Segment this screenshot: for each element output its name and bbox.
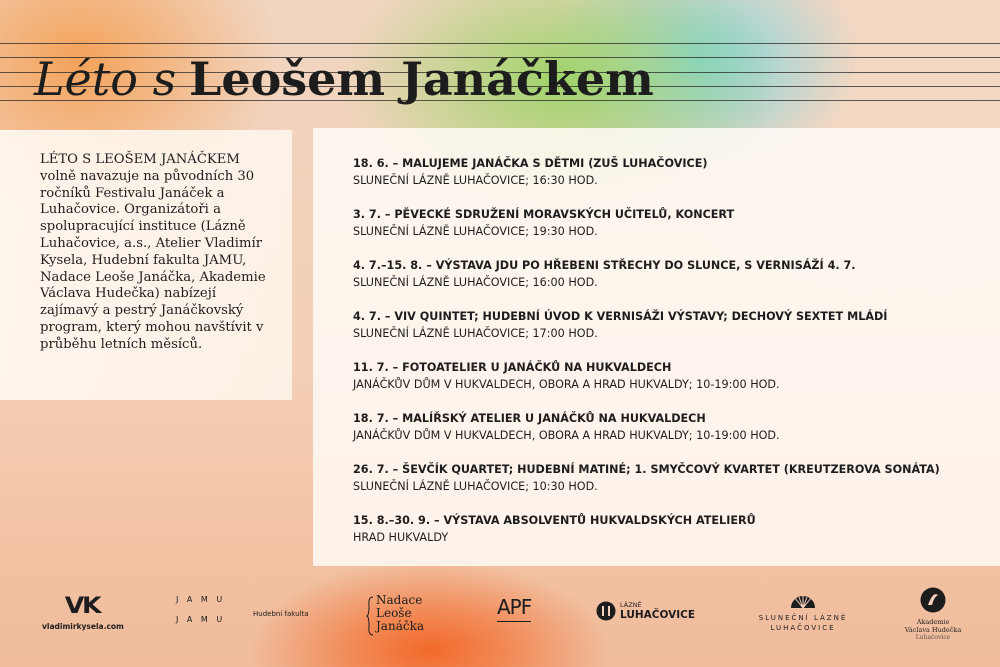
akademie-line-2: Václava Hudečka bbox=[904, 626, 962, 634]
jamu-line-1: J A M U bbox=[176, 595, 226, 604]
event-title: 18. 7. – MALÍŘSKÝ ATELIER U JANÁČKŮ NA HUKVALDECH bbox=[353, 412, 706, 425]
intro-text: LÉTO S LEOŠEM JANÁČKEM volně navazuje na původních 30 ročníků Festivalu Janáček a Luhačovice. Organizátoři a spolupracující instituce (Lázně Luhačovice, a.s., Atelier Vladimír Kysela, Hudební fakulta JAMU, Nadace Leoše Janáčka, Akademie Václava Hudečka) nabízejí zajímavý a pestrý Janáčkovský program, který mohou navštívit v průběhu letních měsíců. bbox=[40, 152, 266, 352]
akademie-logo bbox=[898, 587, 968, 642]
jamu-faculty: Hudební fakulta bbox=[253, 610, 309, 618]
nadace-logo bbox=[366, 594, 446, 633]
brace-icon bbox=[366, 596, 374, 636]
event-title: 4. 7. – VIV QUINTET; HUDEBNÍ ÚVOD K VERNISÁŽI VÝSTAVY; DECHOVÝ SEXTET MLÁDÍ bbox=[353, 310, 888, 323]
sun-rays-icon bbox=[789, 596, 817, 608]
event-place: JANÁČKŮV DŮM V HUKVALDECH, OBORA A HRAD HUKVALDY; 10-19:00 HOD. bbox=[353, 429, 780, 442]
event-title: 3. 7. – PĚVECKÉ SDRUŽENÍ MORAVSKÝCH UČITELŮ, KONCERT bbox=[353, 208, 735, 221]
vk-mark: VK bbox=[64, 594, 100, 619]
nadace-line-1: Nadace bbox=[376, 593, 423, 607]
akademie-line-1: Akademie bbox=[916, 618, 950, 626]
event-place: SLUNEČNÍ LÁZNĚ LUHAČOVICE; 19:30 HOD. bbox=[353, 225, 598, 238]
jamu-logo bbox=[176, 593, 316, 627]
event-place: JANÁČKŮV DŮM V HUKVALDECH, OBORA A HRAD HUKVALDY; 10-19:00 HOD. bbox=[353, 378, 780, 391]
akademie-line-3: Luhačovice bbox=[915, 634, 951, 641]
title-bold: Leošem Janáčkem bbox=[188, 52, 654, 106]
partner-logos bbox=[0, 585, 1000, 645]
slunecni-lazne-logo bbox=[748, 595, 858, 633]
apf-logo bbox=[497, 595, 537, 622]
event-title: 4. 7.–15. 8. – VÝSTAVA JDU PO HŘEBENI STŘECHY DO SLUNCE, S VERNISÁŽÍ 4. 7. bbox=[353, 259, 856, 272]
event-item bbox=[353, 410, 940, 461]
event-item bbox=[353, 206, 940, 257]
event-place: SLUNEČNÍ LÁZNĚ LUHAČOVICE; 17:00 HOD. bbox=[353, 327, 598, 340]
event-list bbox=[353, 155, 940, 563]
page-title bbox=[34, 52, 654, 106]
lazne-emblem-icon bbox=[596, 601, 616, 621]
event-item bbox=[353, 257, 940, 308]
nadace-line-3: Janáčka bbox=[376, 619, 424, 633]
nadace-line-2: Leoše bbox=[376, 606, 412, 620]
lazne-big-label: LUHAČOVICE bbox=[620, 609, 696, 621]
jamu-line-2: J A M U bbox=[176, 615, 226, 624]
vk-logo bbox=[42, 595, 122, 632]
event-place: SLUNEČNÍ LÁZNĚ LUHAČOVICE; 16:00 HOD. bbox=[353, 276, 598, 289]
staff-line bbox=[0, 43, 1000, 44]
event-item bbox=[353, 359, 940, 410]
event-item bbox=[353, 461, 940, 512]
event-place: SLUNEČNÍ LÁZNĚ LUHAČOVICE; 10:30 HOD. bbox=[353, 480, 598, 493]
akademie-emblem-icon bbox=[920, 587, 946, 613]
event-item bbox=[353, 308, 940, 359]
event-title: 26. 7. – ŠEVČÍK QUARTET; HUDEBNÍ MATINÉ; 1. SMYČCOVÝ KVARTET (KREUTZEROVA SONÁTA) bbox=[353, 463, 940, 476]
event-item bbox=[353, 512, 940, 563]
slunecni-line-1: SLUNEČNÍ LÁZNĚ bbox=[758, 614, 848, 622]
slunecni-line-2: LUHAČOVICE bbox=[770, 624, 836, 632]
event-place: SLUNEČNÍ LÁZNĚ LUHAČOVICE; 16:30 HOD. bbox=[353, 174, 598, 187]
apf-mark: APF bbox=[497, 595, 532, 619]
title-italic: Léto s bbox=[34, 52, 177, 106]
event-title: 18. 6. – MALUJEME JANÁČKA S DĚTMI (ZUŠ LUHAČOVICE) bbox=[353, 157, 708, 170]
event-item bbox=[353, 155, 940, 206]
event-title: 15. 8.–30. 9. – VÝSTAVA ABSOLVENTŮ HUKVALDSKÝCH ATELIERŮ bbox=[353, 514, 756, 527]
lazne-small-label: LÁZNĚ bbox=[620, 601, 642, 609]
event-title: 11. 7. – FOTOATELIER U JANÁČKŮ NA HUKVALDECH bbox=[353, 361, 672, 374]
apf-underline bbox=[497, 621, 531, 622]
vk-url: vladimirkysela.com bbox=[42, 622, 124, 631]
event-place: HRAD HUKVALDY bbox=[353, 531, 449, 544]
